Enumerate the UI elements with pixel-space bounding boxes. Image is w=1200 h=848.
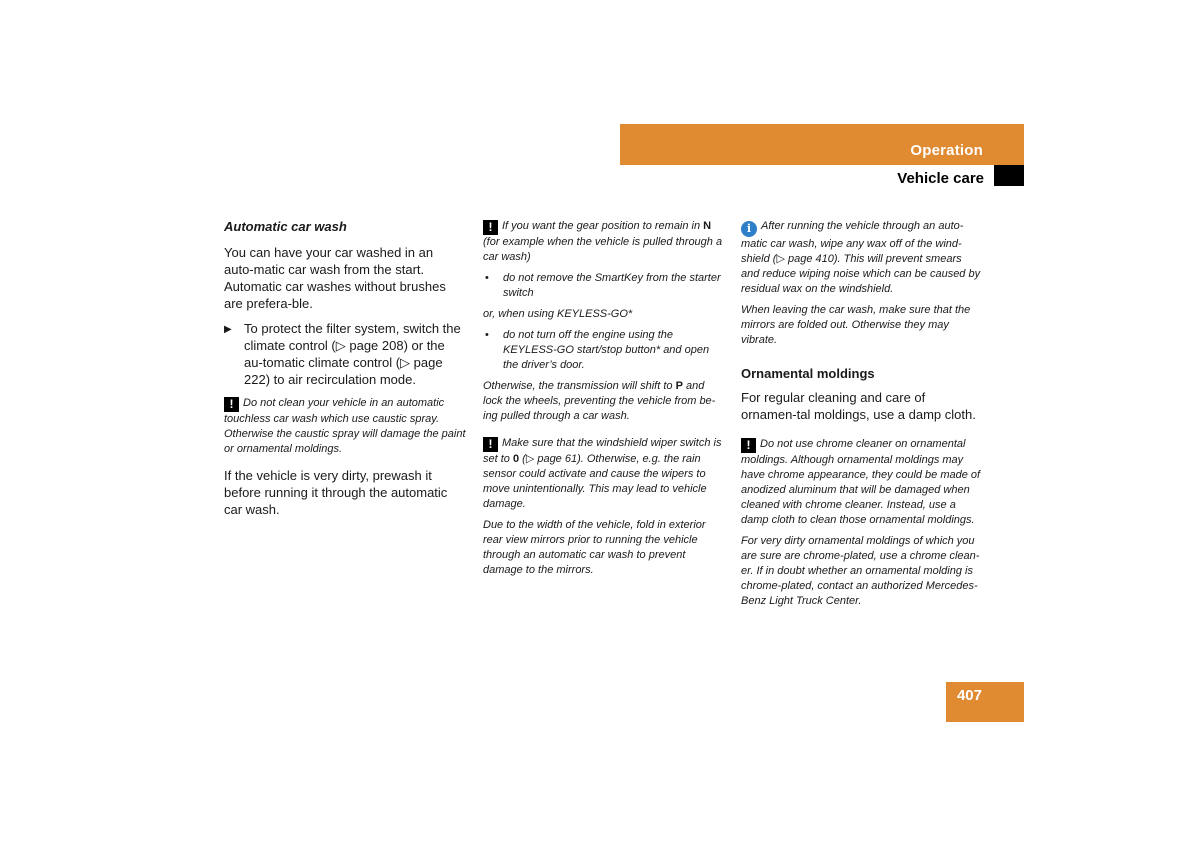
intro-paragraph: You can have your car washed in an auto-matic car wash from the start. Automatic car washes without brushes are prefera-ble.: [224, 245, 446, 311]
smartkey-bullet: • do not remove the SmartKey from the starter switch: [485, 272, 721, 299]
gear-p: P: [675, 380, 683, 392]
warning-icon: !: [483, 437, 498, 452]
ornamental-moldings-heading: Ornamental moldings: [741, 366, 875, 381]
column-right: [741, 219, 983, 615]
mirrors-note: Due to the width of the vehicle, fold in exterior rear view mirrors prior to running the vehicle through an automatic car wash to prevent damage to the mirrors.: [483, 519, 706, 576]
subsection-title: Vehicle care: [897, 170, 984, 187]
filter-step: [224, 320, 466, 388]
bullet-icon: •: [485, 329, 489, 341]
column-middle: [483, 219, 725, 584]
transmission-note: Otherwise, the transmission will shift to P and lock the wheels, preventing the vehicle from be-ing pulled through a car wash.: [483, 380, 716, 422]
header-tab-marker: [994, 165, 1024, 186]
wax-info: i After running the vehicle through an auto-matic car wash, wipe any wax off of the wind-shield (▷ page 410). This will prevent smears and reduce wiping noise which can be caused by residual wax on the windshield.: [741, 220, 981, 295]
caustic-warning: ! Do not clean your vehicle in an automatic touchless car wash which use caustic spray. Otherwise the caustic spray will damage the paint or ornamental moldings.: [224, 397, 466, 455]
filter-step-text: To protect the filter system, switch the climate control (▷ page 208) or the au-tomatic climate control (▷ page 222) to air recirculation mode.: [244, 321, 461, 387]
page-number: 407: [956, 687, 982, 704]
bullet-icon: •: [485, 272, 489, 284]
column-left: [224, 219, 466, 526]
gear-n: N: [703, 220, 712, 232]
keyless-go-note: or, when using KEYLESS-GO*: [483, 308, 633, 320]
moldings-cleaning-paragraph: For regular cleaning and care of ornamen-tal moldings, use a damp cloth.: [741, 390, 976, 422]
automatic-car-wash-heading: Automatic car wash: [224, 219, 347, 234]
gear-position-warning: ! If you want the gear position to remain in N (for example when the vehicle is pulled through a car wash): [483, 220, 723, 263]
chrome-plated-note: For very dirty ornamental moldings of which you are sure are chrome-plated, use a chrome clean-er. If in doubt whether an ornamental molding is chrome-plated, contact an authorized Mercedes-Benz Light Truck Center.: [741, 535, 980, 607]
warning-icon: !: [741, 438, 756, 453]
warning-icon: !: [224, 397, 239, 412]
info-icon: i: [741, 221, 757, 237]
keyless-go-bullet: • do not turn off the engine using the KEYLESS-GO start/stop button* and open the driver’s door.: [485, 329, 710, 371]
wiper-zero: 0: [512, 453, 520, 465]
warning-icon: !: [483, 220, 498, 235]
chrome-cleaner-warning: ! Do not use chrome cleaner on ornamental moldings. Although ornamental moldings may have chrome appearance, they could be made of anodized aluminum that will be damaged when cleaned with chrome cleaner. Instead, use a damp cloth to clean those ornamental moldings.: [741, 438, 981, 526]
wiper-warning: ! Make sure that the windshield wiper switch is set to 0 (▷ page 61). Otherwise, e.g. the rain sensor could activate and cause the wipers to move unintentionally. This may lead to vehicle damage.: [483, 437, 722, 510]
section-title: Operation: [910, 142, 983, 159]
prewash-paragraph: If the vehicle is very dirty, prewash it before running it through the automatic car wash.: [224, 468, 448, 517]
mirrors-folded-note: When leaving the car wash, make sure that the mirrors are folded out. Otherwise they may vibrate.: [741, 304, 971, 346]
step-arrow-icon: ▶: [224, 324, 232, 335]
